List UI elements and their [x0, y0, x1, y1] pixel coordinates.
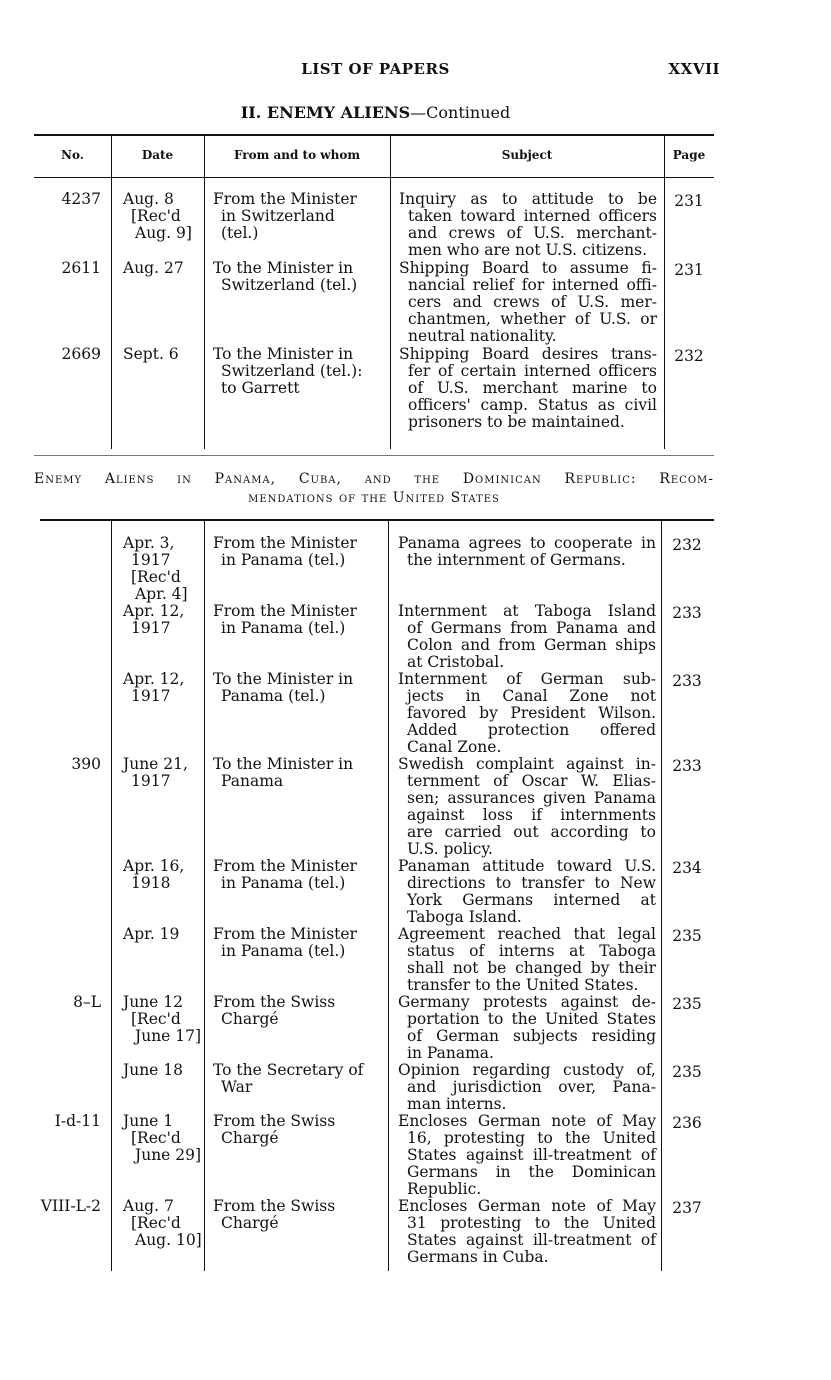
entry-subject-line: Swedish complaint against in- [398, 755, 656, 773]
column-header-page: Page [672, 148, 706, 162]
entry-from-to-line: To the Minister in [213, 670, 354, 688]
entry-page: 237 [672, 1199, 702, 1217]
column-divider [390, 136, 391, 449]
entry-subject-line: at Cristobal. [407, 653, 505, 671]
entry-date-line: Aug. 10] [135, 1231, 202, 1249]
entry-date [123, 191, 201, 242]
column-divider [204, 136, 205, 449]
entry-from-to-line: Chargé [221, 1214, 279, 1232]
entry-date-line: [Rec'd [131, 207, 181, 225]
entry-subject-line: States against ill-treatment of [407, 1146, 656, 1164]
section-end-rule [34, 455, 714, 456]
entry-subject-line: Shipping Board desires trans- [399, 345, 657, 363]
entry-from-to-line: From the Swiss [213, 993, 336, 1011]
entry-from-to-line: From the Minister [213, 534, 357, 552]
entry-from-to-line: in Panama (tel.) [221, 942, 346, 960]
column-divider [664, 136, 665, 449]
entry-subject-line: Added protection offered [407, 721, 656, 739]
section-title-text: II. ENEMY ALIENS [240, 103, 411, 122]
entry-number: 8–L [73, 993, 101, 1011]
entry-date-line: June 17] [135, 1027, 202, 1045]
entry-date [123, 535, 201, 603]
entry-from-to [213, 756, 384, 790]
entry-from-to-line: (tel.) [221, 224, 259, 242]
entry-page: 232 [674, 347, 704, 365]
entry-subject-line: against loss if internments [407, 806, 656, 824]
entry-date-line: Aug. 8 [123, 190, 174, 208]
entry-subject-line: Germany protests against de- [398, 993, 656, 1011]
entry-date [123, 603, 201, 637]
entry-date-line: Apr. 4] [135, 585, 188, 603]
entry-from-to [213, 671, 384, 705]
entry-page: 235 [672, 995, 702, 1013]
entry-from-to-line: Chargé [221, 1010, 279, 1028]
entry-from-to [213, 1062, 384, 1096]
entry-from-to-line: Panama (tel.) [221, 687, 326, 705]
section-continued: —Continued [410, 103, 511, 122]
entry-subject-line: Opinion regarding custody of, [398, 1061, 656, 1079]
entry-subject-line: cers and crews of U.S. mer- [408, 293, 657, 311]
entry-subject-line: States against ill-treatment of [407, 1231, 656, 1249]
entry-subject-line: Panama agrees to cooperate in [398, 534, 656, 552]
entry-number: I-d-11 [54, 1112, 101, 1130]
entry-date [123, 671, 201, 705]
entry-number: 2669 [61, 345, 101, 363]
entry-subject [398, 671, 656, 756]
entry-from-to-line: in Panama (tel.) [221, 619, 346, 637]
entry-subject-line: 16, protesting to the United [407, 1129, 656, 1147]
entry-subject [398, 994, 656, 1062]
entry-subject [398, 858, 656, 926]
entry-from-to [213, 191, 386, 242]
entry-date-line: Aug. 27 [123, 259, 184, 277]
entry-subject [399, 346, 657, 431]
entry-from-to-line: To the Minister in [213, 345, 354, 363]
entry-date-line: 1917 [131, 619, 171, 637]
entry-subject-line: transfer to the United States. [407, 976, 639, 994]
entry-date [123, 1062, 201, 1079]
entry-subject-line: are carried out according to [407, 823, 656, 841]
entry-from-to-line: Chargé [221, 1129, 279, 1147]
entry-subject-line: jects in Canal Zone not [407, 687, 656, 705]
entry-date-line: June 18 [123, 1061, 184, 1079]
entry-subject-line: taken toward interned officers [408, 207, 657, 225]
entry-subject-line: Republic. [407, 1180, 482, 1198]
entry-subject-line: Agreement reached that legal [398, 925, 656, 943]
entry-subject-line: 31 protesting to the United [407, 1214, 656, 1232]
entry-from-to-line: From the Swiss [213, 1197, 336, 1215]
column-header-from: From and to whom [233, 148, 361, 162]
subsection-heading-line2: mendations of the United States [248, 490, 500, 506]
entry-from-to-line: From the Minister [213, 190, 357, 208]
entry-date-line: Aug. 7 [123, 1197, 174, 1215]
entry-from-to-line: From the Swiss [213, 1112, 336, 1130]
entry-subject [399, 260, 657, 345]
entry-subject-line: fer of certain interned officers [408, 362, 657, 380]
entry-date-line: [Rec'd [131, 1010, 181, 1028]
section-title [0, 103, 751, 122]
entry-from-to-line: Switzerland (tel.): [221, 362, 363, 380]
entry-subject-line: directions to transfer to New [407, 874, 656, 892]
entry-subject-line: of Germans from Panama and [407, 619, 656, 637]
entry-from-to-line: to Garrett [221, 379, 300, 397]
entry-number: 4237 [61, 190, 101, 208]
entry-date-line: June 21, [123, 755, 188, 773]
entry-subject-line: Canal Zone. [407, 738, 502, 756]
entry-date [123, 994, 201, 1045]
entry-page: 231 [674, 192, 704, 210]
entry-from-to-line: To the Minister in [213, 259, 354, 277]
entry-from-to-line: To the Minister in [213, 755, 354, 773]
entry-date-line: [Rec'd [131, 1129, 181, 1147]
entry-date [123, 1113, 201, 1164]
entry-page: 233 [672, 604, 702, 622]
table-bottom-section-rule [40, 519, 714, 521]
entry-from-to-line: in Panama (tel.) [221, 551, 346, 569]
entry-subject-line: prisoners to be maintained. [408, 413, 625, 431]
column-divider [388, 521, 389, 1271]
entry-date-line: June 1 [123, 1112, 174, 1130]
entry-subject-line: Colon and from German ships [407, 636, 656, 654]
entry-from-to [213, 926, 384, 960]
entry-subject [399, 191, 657, 259]
entry-number: 2611 [61, 259, 101, 277]
entry-date-line: June 29] [135, 1146, 202, 1164]
entry-subject [398, 1113, 656, 1198]
entry-subject-line: chantmen, whether of U.S. or [408, 310, 657, 328]
entry-subject-line: sen; assurances given Panama [407, 789, 656, 807]
entry-page: 235 [672, 927, 702, 945]
entry-from-to-line: From the Minister [213, 857, 357, 875]
entry-subject-line: Internment at Taboga Island [398, 602, 656, 620]
entry-subject-line: and crews of U.S. merchant- [408, 224, 657, 242]
entry-date-line: Apr. 16, [123, 857, 185, 875]
entry-from-to [213, 1198, 384, 1232]
entry-page: 234 [672, 859, 702, 877]
entry-subject-line: officers' camp. Status as civil [408, 396, 657, 414]
entry-subject-line: man interns. [407, 1095, 507, 1113]
table-top-rule [34, 134, 714, 136]
column-header-date: Date [141, 148, 174, 162]
running-title: LIST OF PAPERS [301, 60, 450, 78]
entry-from-to-line: Switzerland (tel.) [221, 276, 358, 294]
entry-from-to [213, 346, 386, 397]
entry-subject-line: U.S. policy. [407, 840, 493, 858]
entry-date-line: Apr. 19 [123, 925, 180, 943]
column-divider [111, 521, 112, 1271]
entry-page: 233 [672, 672, 702, 690]
entry-date-line: Aug. 9] [135, 224, 192, 242]
subsection-heading [34, 470, 714, 508]
entry-from-to-line: in Switzerland [221, 207, 335, 225]
page-number: XXVII [668, 60, 720, 78]
entry-date [123, 260, 201, 277]
entry-subject-line: Panaman attitude toward U.S. [398, 857, 656, 875]
entry-subject-line: the internment of Germans. [407, 551, 626, 569]
entry-subject-line: Encloses German note of May [398, 1197, 656, 1215]
entry-date-line: 1918 [131, 874, 171, 892]
column-header-subject: Subject [501, 148, 553, 162]
table-header-rule [34, 177, 714, 178]
entry-date-line: Apr. 12, [123, 670, 185, 688]
entry-date [123, 1198, 201, 1249]
entry-subject-line: Germans in the Dominican [407, 1163, 656, 1181]
entry-page: 233 [672, 757, 702, 775]
entry-number: 390 [71, 755, 101, 773]
entry-date-line: [Rec'd [131, 568, 181, 586]
entry-from-to [213, 603, 384, 637]
entry-from-to [213, 858, 384, 892]
entry-subject-line: Shipping Board to assume fi- [399, 259, 657, 277]
entry-subject [398, 535, 656, 569]
entry-number: VIII-L-2 [40, 1197, 101, 1215]
column-divider [661, 521, 662, 1271]
entry-from-to-line: War [221, 1078, 253, 1096]
entry-subject-line: Germans in Cuba. [407, 1248, 549, 1266]
entry-from-to [213, 1113, 384, 1147]
entry-subject [398, 926, 656, 994]
entry-subject-line: of German subjects residing [407, 1027, 656, 1045]
entry-subject-line: favored by President Wilson. [407, 704, 656, 722]
entry-from-to [213, 535, 384, 569]
entry-subject-line: Internment of German sub- [398, 670, 656, 688]
column-header-no: No. [61, 148, 84, 162]
entry-subject-line: nancial relief for interned offi- [408, 276, 657, 294]
entry-subject [398, 1062, 656, 1113]
entry-subject-line: shall not be changed by their [407, 959, 656, 977]
entry-date-line: [Rec'd [131, 1214, 181, 1232]
entry-page: 232 [672, 536, 702, 554]
entry-date-line: Apr. 3, [123, 534, 175, 552]
entry-page: 235 [672, 1063, 702, 1081]
entry-date-line: June 12 [123, 993, 184, 1011]
entry-date [123, 926, 201, 943]
entry-subject-line: Encloses German note of May [398, 1112, 656, 1130]
entry-date [123, 346, 201, 363]
entry-from-to-line: in Panama (tel.) [221, 874, 346, 892]
entry-subject-line: Inquiry as to attitude to be [399, 190, 657, 208]
entry-subject-line: status of interns at Taboga [407, 942, 656, 960]
column-divider [111, 136, 112, 449]
entry-from-to [213, 260, 386, 294]
entry-subject-line: of U.S. merchant marine to [408, 379, 657, 397]
entry-subject-line: York Germans interned at [407, 891, 656, 909]
entry-page: 231 [674, 261, 704, 279]
entry-date-line: Sept. 6 [123, 345, 179, 363]
entry-from-to-line: To the Secretary of [213, 1061, 364, 1079]
entry-subject [398, 756, 656, 858]
entry-from-to-line: From the Minister [213, 602, 357, 620]
entry-subject-line: Taboga Island. [407, 908, 522, 926]
entry-date-line: Apr. 12, [123, 602, 185, 620]
entry-date-line: 1917 [131, 551, 171, 569]
entry-subject-line: and jurisdiction over, Pana- [407, 1078, 656, 1096]
entry-subject-line: portation to the United States [407, 1010, 656, 1028]
entry-subject [398, 603, 656, 671]
entry-subject [398, 1198, 656, 1266]
entry-page: 236 [672, 1114, 702, 1132]
entry-from-to [213, 994, 384, 1028]
entry-subject-line: ternment of Oscar W. Elias- [407, 772, 656, 790]
entry-date [123, 756, 201, 790]
entry-subject-line: men who are not U.S. citizens. [408, 241, 648, 259]
entry-date-line: 1917 [131, 687, 171, 705]
entry-subject-line: in Panama. [407, 1044, 494, 1062]
entry-date-line: 1917 [131, 772, 171, 790]
subsection-heading-line1: Enemy Aliens in Panama, Cuba, and the Dominican Republic: Recom- [34, 471, 714, 487]
column-divider [204, 521, 205, 1271]
entry-from-to-line: From the Minister [213, 925, 357, 943]
entry-subject-line: neutral nationality. [408, 327, 557, 345]
entry-date [123, 858, 201, 892]
entry-from-to-line: Panama [221, 772, 284, 790]
